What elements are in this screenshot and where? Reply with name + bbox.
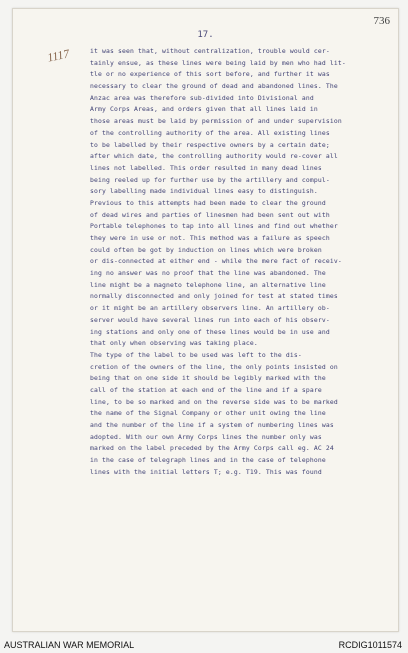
text-line: server would have several lines run into each of his observ-	[90, 315, 330, 324]
handwritten-margin-note: 1117	[46, 46, 71, 65]
text-line: to be labelled by their respective owners by a certain date;	[90, 140, 330, 149]
text-line: ing no answer was no proof that the line was abandoned. The	[90, 269, 326, 278]
text-line: or dis-connected at either end - while the mere fact of receiv-	[90, 257, 342, 266]
text-line: marked on the label preceded by the Army Corps call eg. AC 24	[90, 444, 334, 453]
typed-body-text	[90, 46, 399, 478]
text-line: The type of the label to be used was left to the dis-	[90, 350, 302, 359]
document-page	[12, 8, 399, 632]
text-line: call of the station at each end of the line and if a spare	[90, 385, 322, 394]
text-line: adopted. With our own Army Corps lines the number only was	[90, 432, 322, 441]
text-line: the name of the Signal Company or other unit owing the line	[90, 409, 326, 418]
page-number: 17.	[197, 30, 214, 40]
text-line: lines with the initial letters T; e.g. T19. This was found	[90, 467, 322, 476]
institution-name: AUSTRALIAN WAR MEMORIAL	[4, 640, 135, 650]
text-line: being that on one side it should be legibly marked with the	[90, 374, 326, 383]
text-line: or it might be an artillery observers line. An artillery ob-	[90, 304, 330, 313]
text-line: cretion of the owners of the line, the only points insisted on	[90, 362, 338, 371]
text-line: Portable telephones to tap into all lines and find out whether	[90, 222, 338, 231]
text-line: line might be a magneto telephone line, an alternative line	[90, 280, 326, 289]
text-line: Anzac area was therefore sub-divided into Divisional and	[90, 93, 314, 102]
text-line: those areas must be laid by permission of and under supervision	[90, 117, 342, 126]
text-line: after which date, the controlling authority would re-cover all	[90, 152, 338, 161]
text-line: it was seen that, without centralization, trouble would cer-	[90, 47, 330, 55]
text-line: sory labelling made individual lines easy to distinguish.	[90, 187, 318, 196]
text-line: tle or no experience of this sort before, and further it was	[90, 70, 330, 79]
record-id: RCDIG1011574	[338, 640, 402, 650]
text-line: Previous to this attempts had been made to clear the ground	[90, 198, 326, 207]
text-line: being reeled up for further use by the artillery and compul-	[90, 175, 330, 184]
folio-number: 736	[373, 15, 390, 27]
text-line: ing stations and only one of these lines would be in use and	[90, 327, 330, 336]
text-line: in the case of telegraph lines and in the case of telephone	[90, 456, 326, 465]
text-line: Army Corps Areas, and orders given that all lines laid in	[90, 105, 318, 114]
text-line: lines not labelled. This order resulted in many dead lines	[90, 163, 322, 172]
footer-bar	[0, 638, 408, 653]
text-line: and the number of the line if a system of numbering lines was	[90, 421, 334, 429]
text-line: necessary to clear the ground of dead and abandoned lines. The	[90, 82, 338, 91]
text-line: could often be got by induction on lines which were broken	[90, 245, 322, 254]
text-line: of the controlling authority of the area. All existing lines	[90, 128, 330, 137]
text-line: of dead wires and parties of linesmen had been sent out with	[90, 210, 330, 219]
text-line: tainly ensue, as these lines were being laid by men who had lit-	[90, 58, 346, 67]
text-line: they were in use or not. This method was a failure as speech	[90, 234, 330, 242]
text-line: line, to be so marked and on the reverse side was to be marked	[90, 397, 338, 406]
text-line: normally disconnected and only joined for test at stated times	[90, 292, 338, 301]
text-line: that only when observing was taking place.	[90, 339, 258, 348]
